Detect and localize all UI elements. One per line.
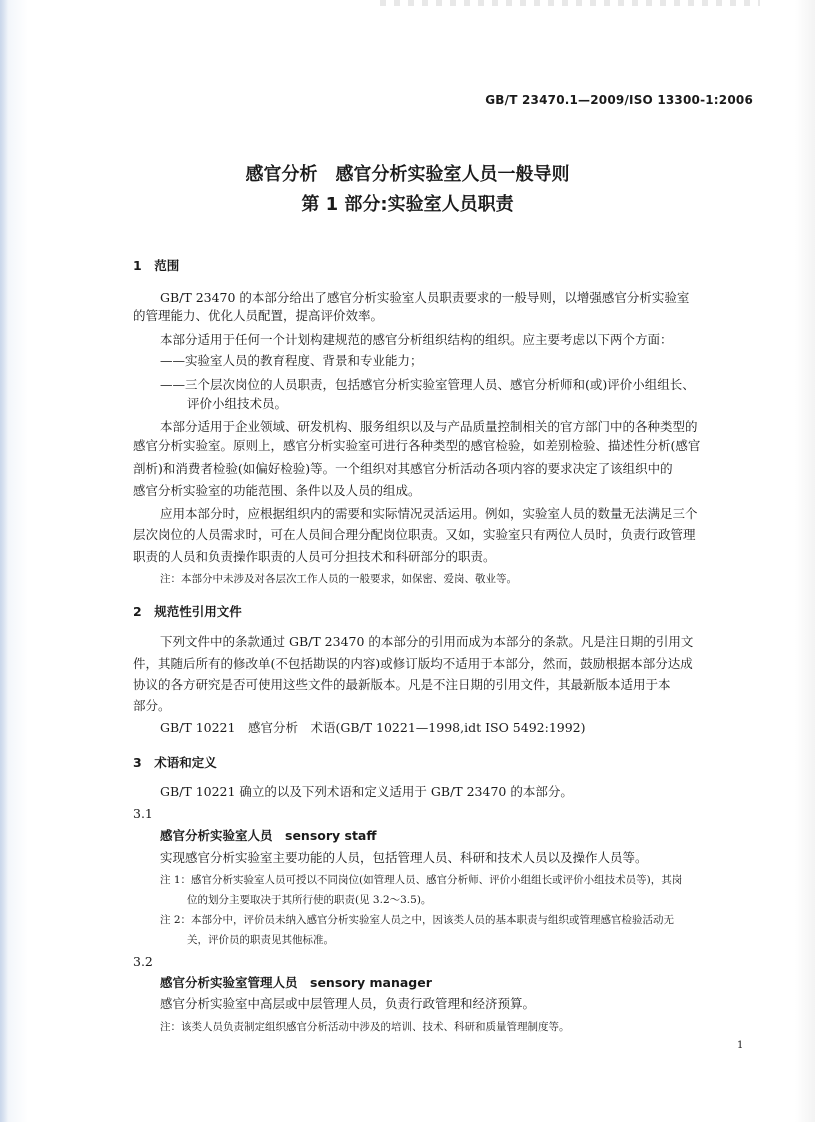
term-3-2-definition: 感官分析实验室中高层或中层管理人员，负责行政管理和经济预算。 [160, 996, 536, 1011]
term-3-2-title: 感官分析实验室管理人员 sensory manager [160, 975, 432, 990]
term-3-1-note-1: 注 1：感官分析实验室人员可授以不同岗位(如管理人员、感官分析师、评价小组组长或评价小组技术员等)，其岗 [160, 874, 683, 886]
title-line-1: 感官分析 感官分析实验室人员一般导则 [245, 164, 570, 185]
term-3-1-note-2: 注 2：本部分中，评价员未纳入感官分析实验室人员之中，因该类人员的基本职责与组织或管理感官检验活动无 [160, 914, 675, 926]
term-3-1-title: 感官分析实验室人员 sensory staff [160, 828, 377, 843]
standard-number: GB/T 23470.1—2009/ISO 13300-1:2006 [485, 93, 753, 107]
s2-paragraph-1-cont-2: 协议的各方研究是否可使用这些文件的最新版本。凡是不注日期的引用文件，其最新版本适用于本 [133, 677, 671, 692]
s1-note: 注：本部分中未涉及对各层次工作人员的一般要求，如保密、爱岗、敬业等。 [160, 573, 517, 585]
term-3-1-note-1-cont: 位的划分主要取决于其所行使的职责(见 3.2～3.5)。 [187, 894, 432, 906]
term-3-1-number: 3.1 [133, 806, 153, 821]
scan-top-mark [380, 0, 760, 6]
s2-paragraph-1-cont-1: 件，其随后所有的修改单(不包括勘误的内容)或修订版均不适用于本部分，然而，鼓励根据本部分达成 [133, 656, 693, 671]
section-1-heading: 1 范围 [133, 258, 180, 273]
section-3-heading: 3 术语和定义 [133, 755, 217, 770]
s1-paragraph-3: 本部分适用于企业领域、研发机构、服务组织以及与产品质量控制相关的官方部门中的各种类型的 [160, 419, 698, 434]
s2-paragraph-1-cont-3: 部分。 [133, 698, 171, 713]
s3-paragraph-1: GB/T 10221 确立的以及下列术语和定义适用于 GB/T 23470 的本部分。 [160, 784, 573, 799]
s1-paragraph-3-cont-2: 剖析)和消费者检验(如偏好检验)等。一个组织对其感官分析活动各项内容的要求决定了该组织中的 [133, 461, 673, 476]
s1-bullet-1: ——实验室人员的教育程度、背景和专业能力； [160, 353, 423, 368]
s1-paragraph-1: GB/T 23470 的本部分给出了感官分析实验室人员职责要求的一般导则，以增强感官分析实验室 [160, 290, 690, 305]
s1-paragraph-4-cont-2: 职责的人员和负责操作职责的人员可分担技术和科研部分的职责。 [133, 549, 496, 564]
s2-reference: GB/T 10221 感官分析 术语(GB/T 10221—1998,idt ISO 5492:1992) [160, 720, 586, 735]
s2-paragraph-1: 下列文件中的条款通过 GB/T 23470 的本部分的引用而成为本部分的条款。凡是注日期的引用文 [160, 634, 694, 649]
s1-paragraph-4-cont-1: 层次岗位的人员需求时，可在人员间合理分配岗位职责。又如，实验室只有两位人员时，负责行政管理 [133, 527, 696, 542]
s1-paragraph-2: 本部分适用于任何一个计划构建规范的感官分析组织结构的组织。应主要考虑以下两个方面： [160, 332, 673, 347]
s1-paragraph-3-cont-3: 感官分析实验室的功能范围、条件以及人员的组成。 [133, 483, 421, 498]
page-number: 1 [737, 1040, 744, 1051]
s1-bullet-2-cont: 评价小组技术员。 [187, 396, 288, 411]
s1-paragraph-3-cont-1: 感官分析实验室。原则上，感官分析实验室可进行各种类型的感官检验，如差别检验、描述性分析(感官 [133, 438, 701, 453]
term-3-1-note-2-cont: 关，评价员的职责见其他标准。 [187, 934, 334, 946]
term-3-1-definition: 实现感官分析实验室主要功能的人员，包括管理人员、科研和技术人员以及操作人员等。 [160, 850, 648, 865]
section-2-heading: 2 规范性引用文件 [133, 604, 242, 619]
term-3-2-note: 注：该类人员负责制定组织感官分析活动中涉及的培训、技术、科研和质量管理制度等。 [160, 1021, 570, 1033]
term-3-2-number: 3.2 [133, 954, 153, 969]
s1-bullet-2: ——三个层次岗位的人员职责，包括感官分析实验室管理人员、感官分析师和(或)评价小组组长、 [160, 377, 695, 392]
s1-paragraph-1-cont: 的管理能力、优化人员配置，提高评价效率。 [133, 308, 384, 323]
s1-paragraph-4: 应用本部分时，应根据组织内的需要和实际情况灵活运用。例如，实验室人员的数量无法满足三个 [160, 506, 698, 521]
title-line-2: 第 1 部分:实验室人员职责 [301, 194, 514, 215]
